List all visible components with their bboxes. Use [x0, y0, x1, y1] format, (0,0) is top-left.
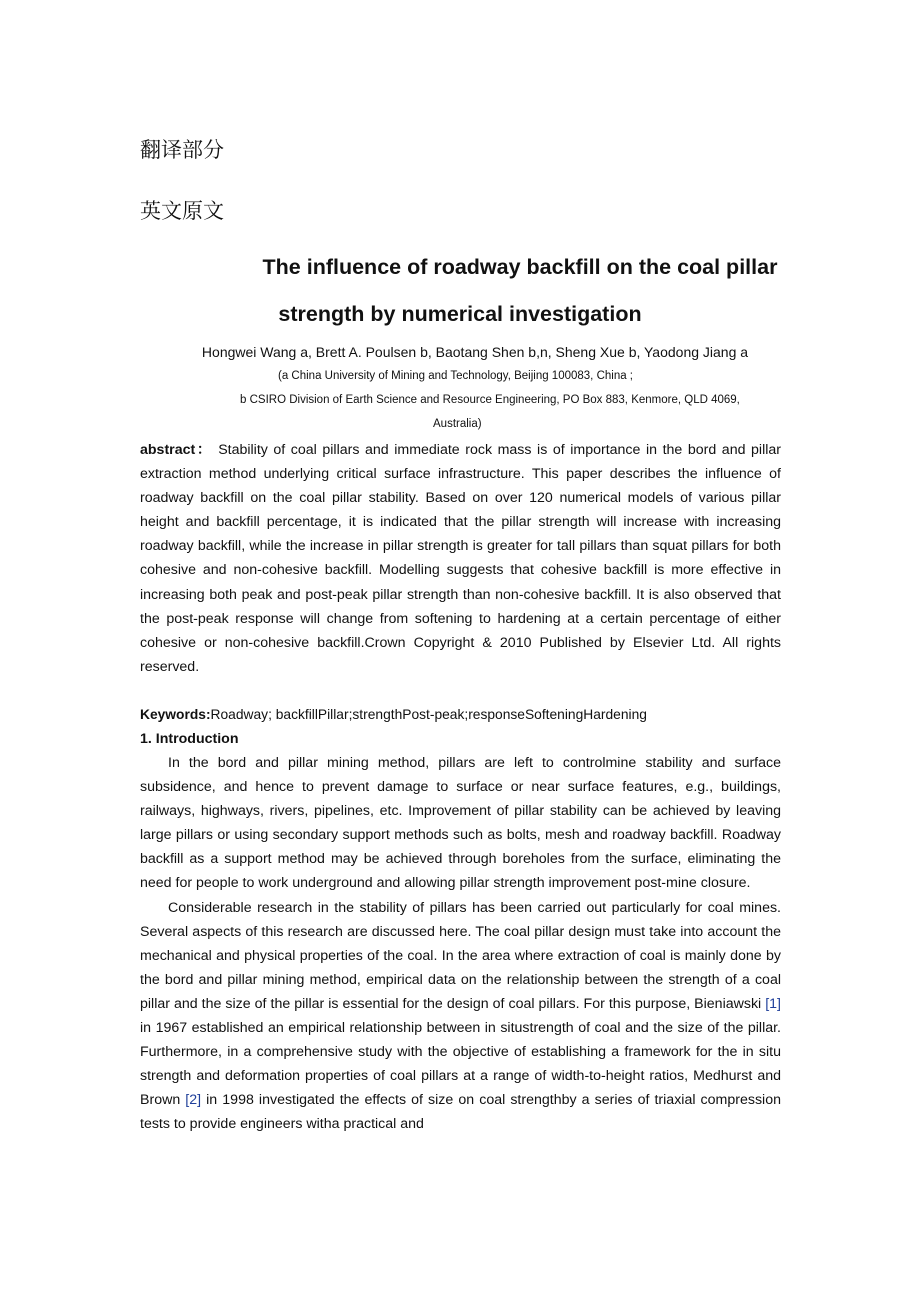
- paper-title-line1: The influence of roadway backfill on the coal pillar: [262, 255, 778, 279]
- keywords-text: Roadway; backfillPillar;strengthPost-peak;responseSofteningHardening: [210, 707, 647, 722]
- abstract-label: abstract：: [140, 442, 213, 458]
- abstract-block: [140, 438, 781, 679]
- keywords-line: [140, 703, 781, 727]
- introduction-body: [140, 751, 781, 1137]
- introduction-heading: 1. Introduction: [140, 731, 239, 747]
- abstract-text: Stability of coal pillars and immediate rock mass is of importance in the bord and pillar extraction method underlying critical surface infrastructure. This paper describes the influence of roadway backfill on the coal pillar stability. Based on over 120 numerical models of various pillar height and backfill percentage, it is indicated that the pillar strength will increase with increasing roadway backfill, while the increase in pillar strength is greater for tall pillars than squat pillars for both cohesive and non-cohesive backfill. Modelling suggests that cohesive backfill is more effective in increasing both peak and post-peak pillar strength than non-cohesive backfill. It is also observed that the post-peak response will change from softening to hardening at a certain percentage of either cohesive or non-cohesive backfill.Crown Copyright & 2010 Published by Elsevier Ltd. All rights reserved.: [140, 442, 781, 675]
- original-text-heading-cn: 英文原文: [140, 199, 224, 223]
- affiliation-b-country: Australia): [433, 418, 482, 430]
- section-heading-cn: 翻译部分: [140, 138, 224, 162]
- citation-link-1[interactable]: [1]: [765, 995, 781, 1012]
- affiliation-b: b CSIRO Division of Earth Science and Resource Engineering, PO Box 883, Kenmore, QLD 4069,: [240, 394, 740, 406]
- paragraph-2: Considerable research in the stability of pillars has been carried out particularly for coal mines. Several aspects of this research are discussed here. The coal pillar design must take into account the mechanical and physical properties of the coal. In the area where extraction of coal is mainly done by the bord and pillar mining method, empirical data on the relationship between the strength of a coal pillar and the size of the pillar is essential for the design of coal pillars. For this purpose, Bieniawski [1] in 1967 established an empirical relationship between in situstrength of coal and the size of the pillar. Furthermore, in a comprehensive study with the objective of establishing a framework for the in situ strength and deformation properties of coal pillars at a range of width-to-height ratios, Medhurst and Brown [2] in 1998 investigated the effects of size on coal strengthby a series of triaxial compression tests to provide engineers witha practical and: [140, 899, 781, 1133]
- citation-link-2[interactable]: [2]: [185, 1092, 202, 1109]
- paper-title-line2: strength by numerical investigation: [278, 302, 642, 326]
- author-list: Hongwei Wang a, Brett A. Poulsen b, Baotang Shen b,n, Sheng Xue b, Yaodong Jiang a: [201, 344, 749, 360]
- keywords-label: Keywords:: [140, 707, 211, 722]
- paragraph-1: In the bord and pillar mining method, pillars are left to controlmine stability and surface subsidence, and hence to prevent damage to surface or near surface features, e.g., buildings, railways, highways, rivers, pipelines, etc. Improvement of pillar stability can be achieved by leaving large pillars or using secondary support methods such as bolts, mesh and roadway backfill. Roadway backfill as a support method may be achieved through boreholes from the surface, eliminating the need for people to work underground and allowing pillar strength improvement post-mine closure.: [140, 755, 781, 892]
- affiliation-a: (a China University of Mining and Technology, Beijing 100083, China ;: [278, 370, 634, 382]
